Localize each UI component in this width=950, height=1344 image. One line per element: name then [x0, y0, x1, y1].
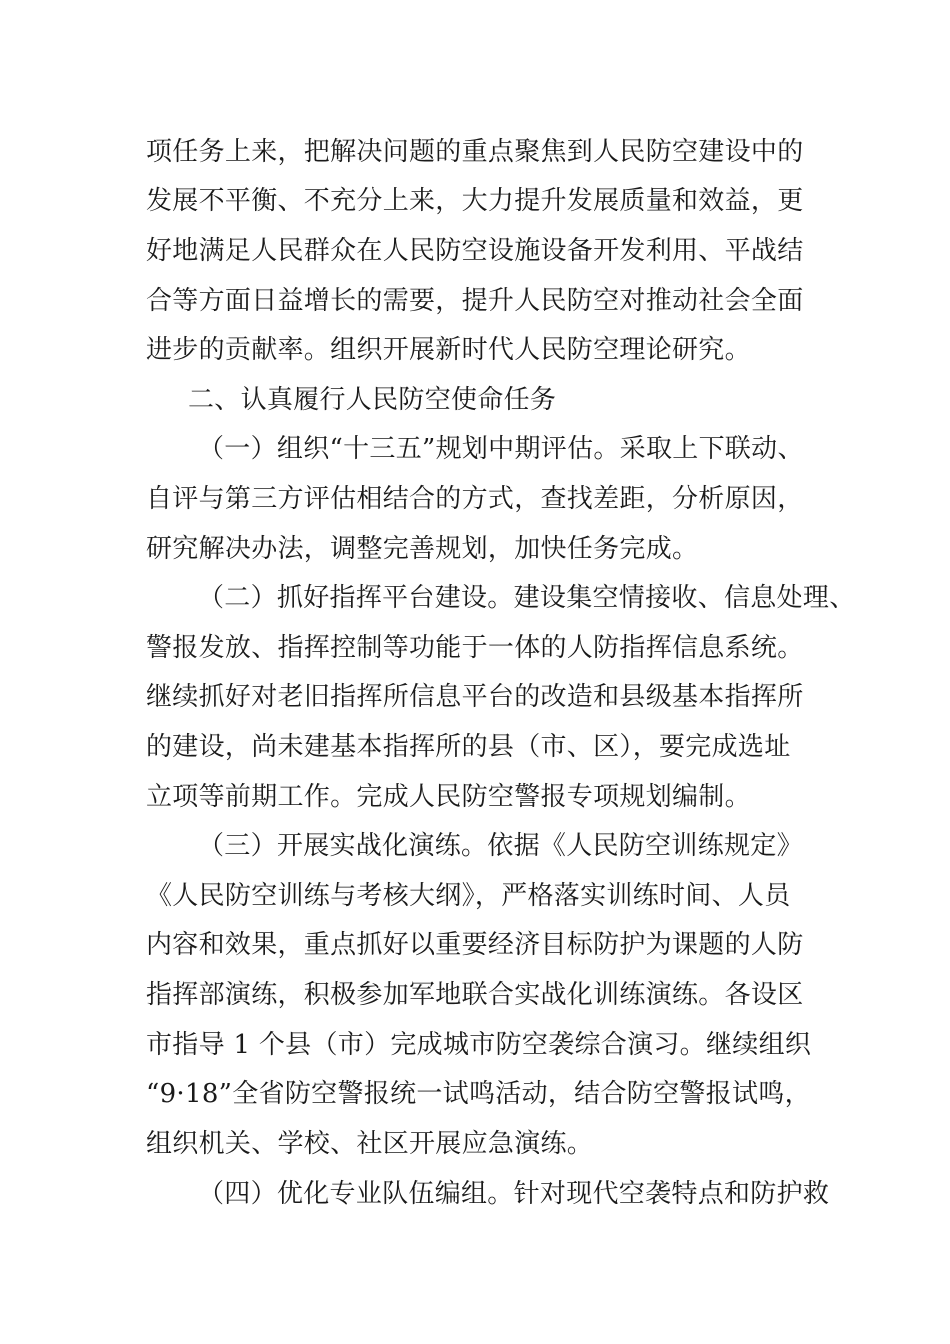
text-line: 研究解决办法，调整完善规划，加快任务完成。	[146, 534, 699, 564]
text-line: 的建设，尚未建基本指挥所的县（市、区），要完成选址	[146, 732, 791, 762]
text-line: 自评与第三方评估相结合的方式，查找差距，分析原因，	[146, 484, 804, 514]
text-line: 市指导 1 个县（市）完成城市防空袭综合演习。继续组织	[146, 1030, 812, 1060]
text-line: 《人民防空训练与考核大纲》，严格落实训练时间、人员	[146, 881, 791, 911]
text-line: 发展不平衡、不充分上来，大力提升发展质量和效益，更	[146, 186, 804, 216]
text-line: 继续抓好对老旧指挥所信息平台的改造和县级基本指挥所	[146, 682, 804, 712]
text-line: 警报发放、指挥控制等功能于一体的人防指挥信息系统。	[146, 633, 804, 663]
text-line: “9·18”全省防空警报统一试鸣活动，结合防空警报试鸣，	[146, 1079, 811, 1109]
text-line: （二）抓好指挥平台建设。建设集空情接收、信息处理、	[198, 583, 856, 613]
text-line: 项任务上来，把解决问题的重点聚焦到人民防空建设中的	[146, 137, 804, 167]
section-heading: 二、认真履行人民防空使命任务	[188, 385, 557, 415]
text-line: 组织机关、学校、社区开展应急演练。	[146, 1129, 594, 1159]
text-line: （一）组织“十三五”规划中期评估。采取上下联动、	[198, 434, 804, 464]
text-line: （三）开展实战化演练。依据《人民防空训练规定》	[198, 831, 803, 861]
text-line: 内容和效果，重点抓好以重要经济目标防护为课题的人防	[146, 930, 804, 960]
text-line: （四）优化专业队伍编组。针对现代空袭特点和防护救	[198, 1179, 830, 1209]
text-line: 立项等前期工作。完成人民防空警报专项规划编制。	[146, 782, 751, 812]
text-line: 合等方面日益增长的需要，提升人民防空对推动社会全面	[146, 286, 804, 316]
text-line: 进步的贡献率。组织开展新时代人民防空理论研究。	[146, 335, 751, 365]
text-line: 好地满足人民群众在人民防空设施设备开发利用、平战结	[146, 236, 804, 266]
text-line: 指挥部演练，积极参加军地联合实战化训练演练。各设区	[146, 980, 804, 1010]
